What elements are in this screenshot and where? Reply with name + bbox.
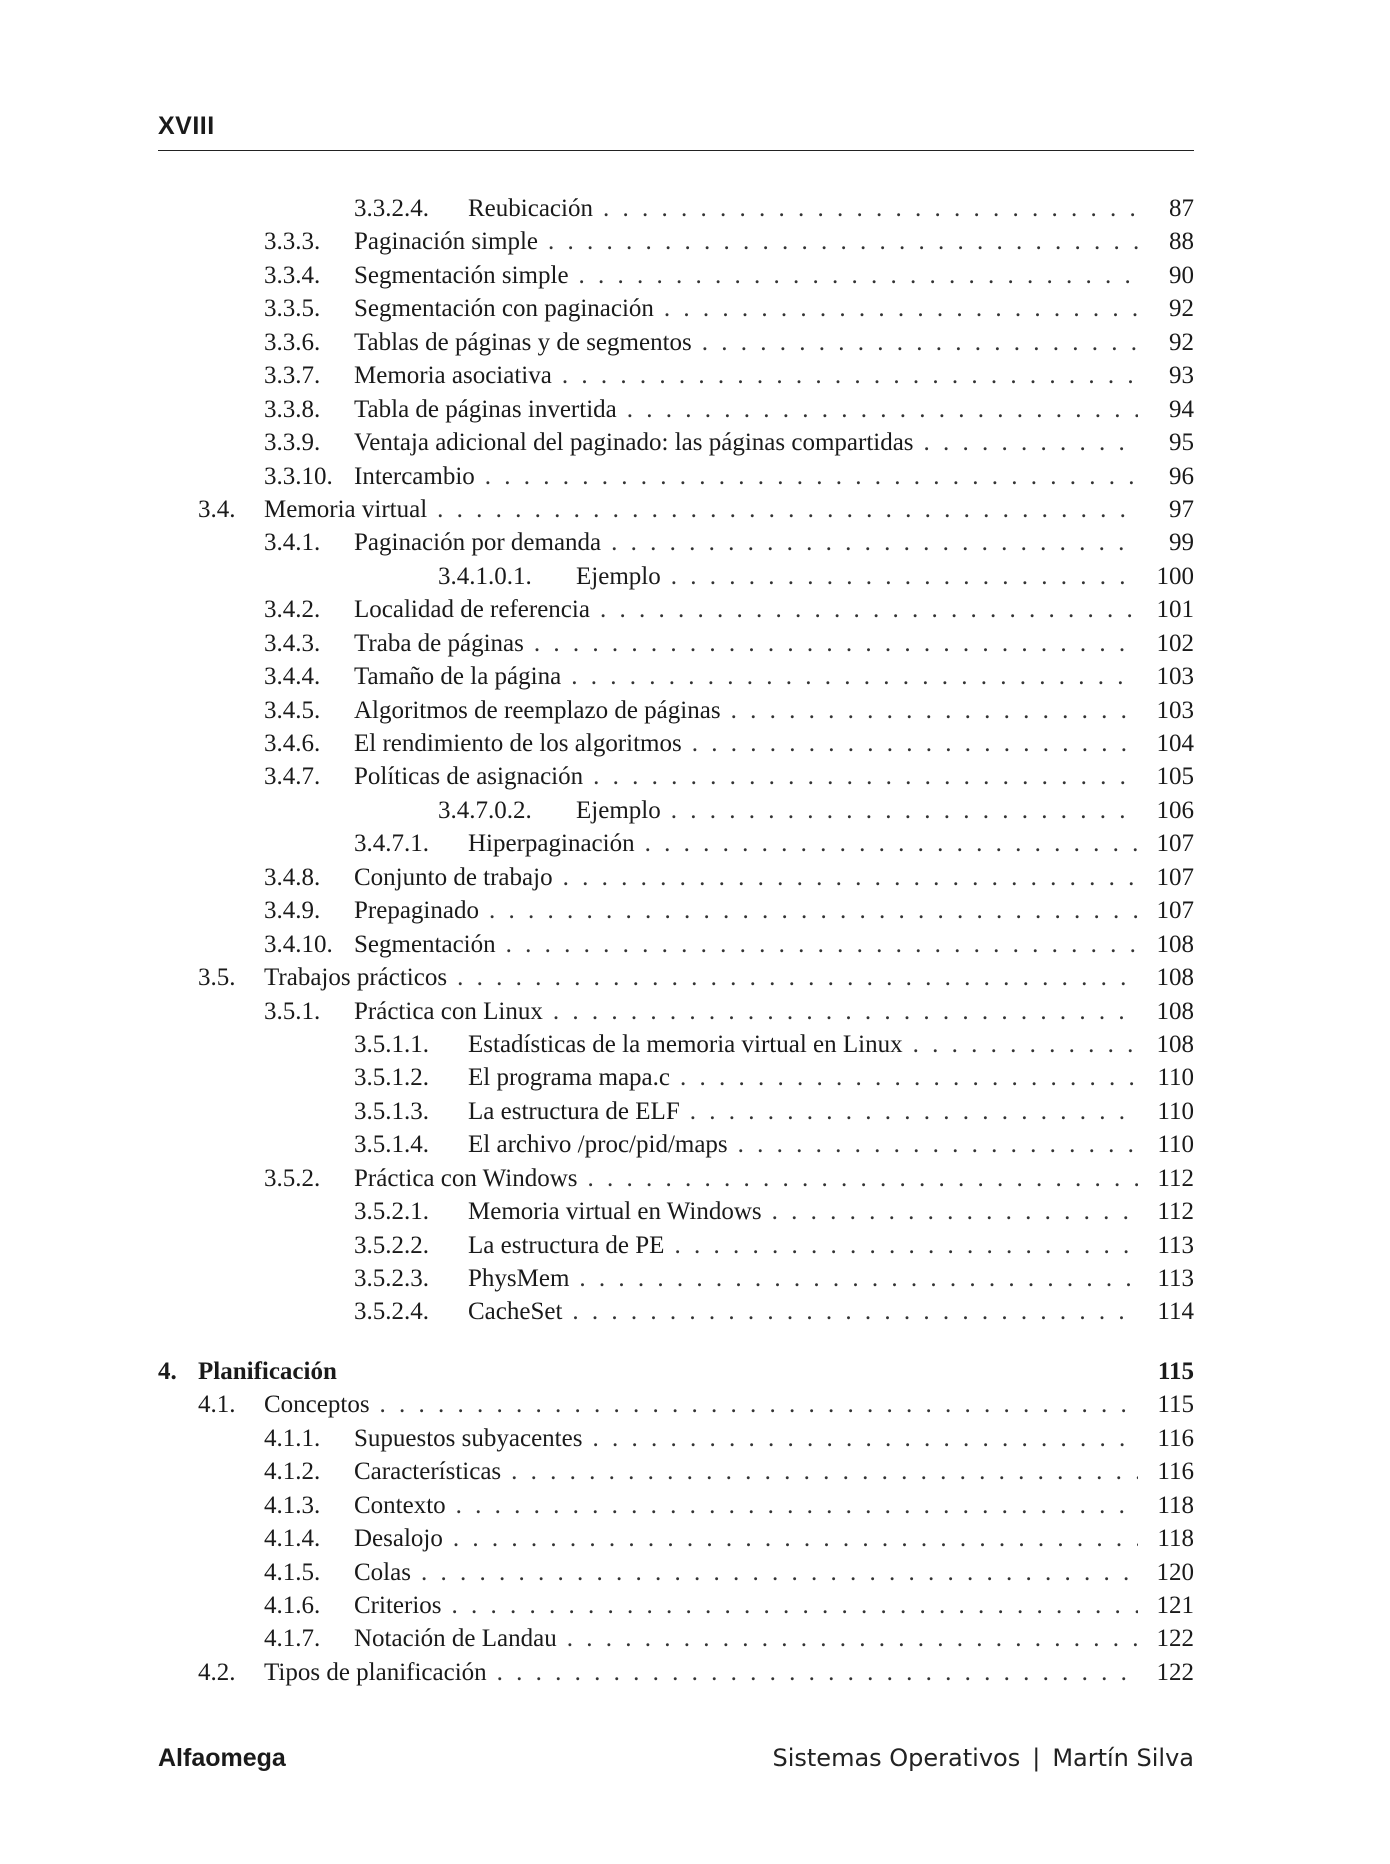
toc-entry-title: Ejemplo (576, 796, 661, 824)
toc-entry-row (158, 1489, 1194, 1522)
toc-leader-dots (924, 426, 1138, 459)
toc-leader-dots (913, 1028, 1138, 1061)
toc-leader-dots (489, 894, 1138, 927)
toc-leader-dots (600, 593, 1138, 626)
toc-entry-page: 108 (1156, 964, 1194, 992)
toc-entry-page: 100 (1156, 562, 1194, 590)
toc-entry-page: 115 (1157, 1391, 1194, 1419)
toc-entry-title: Tamaño de la página (354, 663, 562, 691)
toc-entry-page: 92 (1169, 295, 1194, 323)
toc-entry-number: 4.1.4. (264, 1525, 321, 1553)
toc-leader-dots (671, 794, 1138, 827)
toc-entry-title: La estructura de ELF (468, 1097, 680, 1125)
toc-entry-row (158, 393, 1194, 426)
toc-entry-number: 4.1.6. (264, 1591, 321, 1619)
toc-entry-title: Ejemplo (576, 562, 661, 590)
toc-leader-dots (592, 1422, 1138, 1455)
toc-entry-line (354, 292, 1194, 325)
toc-entry-page: 103 (1156, 696, 1194, 724)
toc-entry-row (158, 225, 1194, 258)
toc-leader-dots (534, 627, 1138, 660)
toc-entry-page: 110 (1157, 1131, 1194, 1159)
toc-entry-line (354, 627, 1194, 660)
toc-leader-dots (497, 1656, 1138, 1689)
toc-leader-dots (485, 460, 1138, 493)
toc-entry-number: 3.4.3. (264, 629, 321, 657)
toc-entry-line (468, 1195, 1194, 1228)
toc-leader-dots (702, 326, 1138, 359)
toc-entry-line (264, 1656, 1194, 1689)
toc-entry-line (354, 694, 1194, 727)
toc-entry-title: Intercambio (354, 462, 475, 490)
toc-entry-line (468, 1028, 1194, 1061)
toc-entry-row (158, 526, 1194, 559)
table-of-contents (158, 192, 1194, 1689)
toc-entry-page: 112 (1157, 1198, 1194, 1226)
toc-entry-number: 3.3.5. (264, 295, 321, 323)
toc-entry-page: 104 (1156, 730, 1194, 757)
toc-entry-line (468, 1262, 1194, 1295)
toc-entry-title: Práctica con Windows (354, 1164, 578, 1192)
toc-entry-number: 3.5. (198, 964, 236, 992)
toc-entry-title: Ventaja adicional del paginado: las páginas compartidas (354, 429, 914, 457)
toc-entry-row (158, 493, 1194, 526)
toc-entry-line (354, 1422, 1194, 1455)
toc-leader-dots (571, 660, 1138, 693)
toc-entry-title: Tipos de planificación (264, 1658, 487, 1686)
toc-entry-number: 3.3.10. (264, 462, 333, 490)
toc-entry-number: 3.4.2. (264, 596, 321, 624)
toc-entry-page: 114 (1157, 1298, 1194, 1326)
toc-entry-page: 94 (1169, 395, 1194, 423)
toc-entry-number: 3.4. (198, 495, 236, 523)
toc-entry-number: 4.1.1. (264, 1424, 321, 1452)
toc-entry-number: 4.1.3. (264, 1491, 321, 1519)
toc-entry-title: Segmentación simple (354, 261, 569, 289)
toc-entry-title: Colas (354, 1558, 411, 1586)
toc-entry-number: 4.1.7. (264, 1625, 321, 1653)
toc-entry-row (158, 292, 1194, 325)
toc-entry-row (158, 259, 1194, 292)
toc-leader-dots (664, 292, 1138, 325)
toc-entry-number: 3.3.9. (264, 429, 321, 457)
toc-entry-row (158, 1556, 1194, 1589)
toc-entry-row (158, 1028, 1194, 1061)
toc-entry-page: 95 (1169, 429, 1194, 457)
toc-entry-row (158, 1656, 1194, 1689)
toc-entry-page: 101 (1156, 596, 1194, 624)
toc-entry-line (264, 493, 1194, 526)
toc-entry-title: Segmentación con paginación (354, 295, 654, 323)
toc-entry-page: 122 (1156, 1625, 1194, 1653)
toc-entry-page: 120 (1156, 1558, 1194, 1586)
toc-entry-title: Reubicación (468, 195, 593, 222)
toc-entry-title: Algoritmos de reemplazo de páginas (354, 696, 721, 724)
toc-entry-title: Características (354, 1458, 502, 1486)
toc-entry-row (158, 1128, 1194, 1161)
toc-entry-line (354, 727, 1194, 760)
toc-entry-number: 4. (158, 1357, 177, 1385)
toc-entry-page: 113 (1157, 1265, 1194, 1292)
toc-entry-row (158, 760, 1194, 793)
toc-entry-number: 3.5.2.3. (354, 1265, 429, 1292)
toc-entry-page: 118 (1157, 1491, 1194, 1519)
toc-entry-title: El programa mapa.c (468, 1064, 670, 1092)
toc-entry-line (354, 1162, 1194, 1195)
toc-entry-title: Trabajos prácticos (264, 964, 448, 992)
toc-leader-dots (671, 560, 1138, 593)
toc-entry-row (158, 1295, 1194, 1328)
toc-leader-dots (731, 694, 1138, 727)
footer-separator: | (1032, 1744, 1041, 1772)
toc-entry-title: Supuestos subyacentes (354, 1424, 583, 1452)
toc-leader-dots (380, 1388, 1138, 1421)
toc-entry-number: 3.4.7.0.2. (438, 796, 532, 824)
toc-entry-row (158, 192, 1194, 225)
footer-publisher: Alfaomega (158, 1744, 286, 1772)
toc-entry-number: 3.3.7. (264, 362, 321, 390)
toc-leader-dots (347, 1355, 1138, 1388)
toc-entry-number: 3.3.6. (264, 328, 321, 356)
toc-entry-page: 116 (1157, 1424, 1194, 1452)
toc-entry-page: 122 (1156, 1658, 1194, 1686)
toc-entry-row (158, 1455, 1194, 1488)
toc-entry-title: Memoria virtual (264, 495, 428, 523)
toc-entry-line (468, 1295, 1194, 1328)
toc-entry-row (158, 961, 1194, 994)
toc-entry-title: Desalojo (354, 1525, 443, 1553)
toc-entry-page: 110 (1157, 1097, 1194, 1125)
toc-entry-line (264, 1388, 1194, 1421)
toc-entry-page: 99 (1169, 529, 1194, 557)
toc-entry-page: 115 (1157, 1357, 1194, 1385)
toc-entry-page: 103 (1156, 663, 1194, 691)
toc-entry-number: 4.1. (198, 1391, 236, 1419)
toc-entry-number: 3.5.1.4. (354, 1131, 429, 1159)
toc-entry-number: 3.5.2. (264, 1164, 321, 1192)
toc-entry-number: 3.4.6. (264, 730, 321, 757)
toc-entry-title: Paginación simple (354, 228, 538, 256)
toc-leader-dots (738, 1128, 1138, 1161)
toc-entry-line (468, 1229, 1194, 1262)
toc-entry-row (158, 1622, 1194, 1655)
toc-entry-line (198, 1355, 1194, 1388)
toc-entry-number: 3.4.7.1. (354, 830, 429, 858)
toc-entry-line (354, 1489, 1194, 1522)
toc-entry-number: 4.1.5. (264, 1558, 321, 1586)
toc-leader-dots (457, 961, 1138, 994)
toc-entry-number: 3.3.3. (264, 228, 321, 256)
toc-entry-title: Criterios (354, 1591, 442, 1619)
toc-entry-title: Planificación (198, 1357, 337, 1385)
toc-entry-number: 3.5.2.2. (354, 1231, 429, 1259)
toc-entry-page: 116 (1157, 1458, 1194, 1486)
toc-entry-title: Tablas de páginas y de segmentos (354, 328, 692, 356)
toc-entry-page: 88 (1169, 228, 1194, 256)
toc-entry-page: 106 (1156, 796, 1194, 824)
toc-entry-number: 3.4.7. (264, 763, 321, 791)
toc-leader-dots (603, 192, 1138, 225)
toc-leader-dots (553, 995, 1138, 1028)
toc-entry-title: El archivo /proc/pid/maps (468, 1131, 728, 1159)
toc-entry-row (158, 861, 1194, 894)
toc-entry-row (158, 627, 1194, 660)
toc-leader-dots (587, 1162, 1138, 1195)
header-rule (158, 150, 1194, 151)
toc-leader-dots (453, 1522, 1138, 1555)
toc-leader-dots (645, 827, 1138, 860)
toc-entry-row (158, 1422, 1194, 1455)
toc-entry-row (158, 794, 1194, 827)
toc-entry-row (158, 1388, 1194, 1421)
toc-entry-number: 3.3.2.4. (354, 195, 429, 222)
toc-entry-row (158, 1229, 1194, 1262)
toc-entry-title: Localidad de referencia (354, 596, 590, 624)
toc-entry-title: Estadísticas de la memoria virtual en Linux (468, 1030, 903, 1058)
toc-entry-title: Notación de Landau (354, 1625, 557, 1653)
toc-entry-line (354, 359, 1194, 392)
toc-entry-page: 108 (1156, 1030, 1194, 1058)
toc-entry-title: Prepaginado (354, 897, 479, 925)
toc-leader-dots (772, 1195, 1138, 1228)
toc-entry-number: 4.2. (198, 1658, 236, 1686)
toc-leader-dots (579, 259, 1138, 292)
toc-entry-row (158, 1589, 1194, 1622)
toc-entry-title: El rendimiento de los algoritmos (354, 730, 682, 757)
toc-leader-dots (680, 1061, 1138, 1094)
toc-entry-line (354, 426, 1194, 459)
toc-entry-line (468, 1128, 1194, 1161)
toc-entry-page: 107 (1156, 897, 1194, 925)
toc-entry-title: Memoria virtual en Windows (468, 1198, 762, 1226)
toc-entry-line (264, 961, 1194, 994)
toc-leader-dots (511, 1455, 1138, 1488)
toc-entry-page: 96 (1169, 462, 1194, 490)
toc-entry-row (158, 1061, 1194, 1094)
toc-entry-page: 112 (1157, 1164, 1194, 1192)
toc-entry-title: Hiperpaginación (468, 830, 635, 858)
toc-entry-row (158, 894, 1194, 927)
toc-entry-row (158, 694, 1194, 727)
toc-entry-page: 93 (1169, 362, 1194, 390)
toc-leader-dots (506, 928, 1138, 961)
toc-leader-dots (452, 1589, 1139, 1622)
footer-book-title: Sistemas Operativos (772, 1744, 1021, 1772)
toc-entry-line (354, 593, 1194, 626)
toc-entry-row (158, 1095, 1194, 1128)
toc-leader-dots (579, 1262, 1138, 1295)
toc-entry-number: 3.4.10. (264, 930, 333, 958)
toc-entry-row (158, 727, 1194, 760)
toc-entry-row (158, 593, 1194, 626)
toc-leader-dots (421, 1556, 1138, 1589)
toc-entry-page: 118 (1157, 1525, 1194, 1553)
toc-entry-line (354, 1522, 1194, 1555)
toc-entry-page: 110 (1157, 1064, 1194, 1092)
toc-entry-title: Políticas de asignación (354, 763, 584, 791)
toc-entry-number: 3.4.4. (264, 663, 321, 691)
toc-leader-dots (674, 1229, 1138, 1262)
toc-entry-line (354, 526, 1194, 559)
toc-entry-title: Traba de páginas (354, 629, 524, 657)
toc-entry-line (354, 995, 1194, 1028)
toc-entry-number: 3.5.1.1. (354, 1030, 429, 1058)
toc-entry-number: 3.4.9. (264, 897, 321, 925)
toc-entry-page: 107 (1156, 830, 1194, 858)
toc-entry-line (354, 393, 1194, 426)
toc-entry-row (158, 660, 1194, 693)
toc-leader-dots (456, 1489, 1138, 1522)
toc-leader-dots (437, 493, 1138, 526)
toc-entry-number: 3.3.8. (264, 395, 321, 423)
toc-entry-title: Conjunto de trabajo (354, 863, 553, 891)
toc-leader-dots (593, 760, 1138, 793)
toc-entry-line (354, 760, 1194, 793)
toc-entry-row (158, 928, 1194, 961)
toc-entry-title: La estructura de PE (468, 1231, 665, 1259)
toc-entry-line (576, 794, 1194, 827)
toc-entry-line (354, 326, 1194, 359)
toc-entry-number: 3.5.2.1. (354, 1198, 429, 1226)
toc-entry-row (158, 827, 1194, 860)
toc-entry-title: PhysMem (468, 1265, 570, 1292)
toc-entry-number: 3.5.2.4. (354, 1298, 429, 1326)
toc-leader-dots (611, 526, 1138, 559)
page-number: XVIII (158, 112, 215, 140)
toc-entry-title: Contexto (354, 1491, 446, 1519)
toc-entry-line (354, 1589, 1194, 1622)
toc-entry-line (354, 894, 1194, 927)
toc-entry-page: 92 (1169, 328, 1194, 356)
toc-leader-dots (627, 393, 1138, 426)
toc-entry-line (354, 259, 1194, 292)
toc-entry-line (468, 192, 1194, 225)
toc-entry-row (158, 560, 1194, 593)
toc-leader-dots (563, 861, 1138, 894)
toc-entry-number: 3.3.4. (264, 261, 321, 289)
toc-entry-number: 3.4.1. (264, 529, 321, 557)
toc-entry-row (158, 1195, 1194, 1228)
toc-entry-line (354, 928, 1194, 961)
toc-entry-number: 3.4.8. (264, 863, 321, 891)
toc-entry-page: 97 (1169, 495, 1194, 523)
toc-entry-row (158, 1162, 1194, 1195)
toc-entry-page: 90 (1169, 261, 1194, 289)
toc-entry-row (158, 1522, 1194, 1555)
toc-entry-row (158, 460, 1194, 493)
toc-entry-number: 3.4.5. (264, 696, 321, 724)
toc-entry-number: 4.1.2. (264, 1458, 321, 1486)
toc-entry-line (468, 1061, 1194, 1094)
toc-entry-row (158, 426, 1194, 459)
toc-entry-line (354, 1455, 1194, 1488)
toc-entry-page: 87 (1169, 195, 1194, 222)
toc-entry-line (354, 1622, 1194, 1655)
toc-entry-line (354, 1556, 1194, 1589)
toc-entry-line (354, 225, 1194, 258)
toc-entry-title: CacheSet (468, 1298, 563, 1326)
toc-entry-title: Memoria asociativa (354, 362, 552, 390)
toc-leader-dots (548, 225, 1138, 258)
toc-leader-dots (562, 359, 1138, 392)
toc-chapter-row (158, 1355, 1194, 1388)
footer-book-info (772, 1744, 1194, 1772)
toc-entry-page: 107 (1156, 863, 1194, 891)
toc-entry-number: 3.5.1.3. (354, 1097, 429, 1125)
toc-entry-page: 108 (1156, 997, 1194, 1025)
toc-entry-page: 102 (1156, 629, 1194, 657)
toc-entry-page: 105 (1156, 763, 1194, 791)
toc-entry-row (158, 326, 1194, 359)
footer-author: Martín Silva (1052, 1744, 1194, 1772)
toc-entry-title: Paginación por demanda (354, 529, 602, 557)
toc-entry-number: 3.5.1.2. (354, 1064, 429, 1092)
toc-entry-row (158, 1262, 1194, 1295)
toc-leader-dots (692, 727, 1138, 760)
toc-leader-dots (690, 1095, 1138, 1128)
toc-entry-line (468, 827, 1194, 860)
toc-entry-row (158, 995, 1194, 1028)
toc-entry-page: 113 (1157, 1231, 1194, 1259)
toc-entry-row (158, 359, 1194, 392)
toc-entry-page: 108 (1156, 930, 1194, 958)
toc-entry-title: Segmentación (354, 930, 496, 958)
toc-entry-number: 3.4.1.0.1. (438, 562, 532, 590)
toc-entry-title: Conceptos (264, 1391, 370, 1419)
toc-leader-dots (567, 1622, 1138, 1655)
toc-leader-dots (572, 1295, 1138, 1328)
toc-entry-number: 3.5.1. (264, 997, 321, 1025)
toc-entry-line (354, 861, 1194, 894)
toc-entry-line (354, 460, 1194, 493)
toc-entry-line (468, 1095, 1194, 1128)
toc-entry-line (354, 660, 1194, 693)
toc-entry-title: Tabla de páginas invertida (354, 395, 617, 423)
toc-entry-page: 121 (1156, 1591, 1194, 1619)
toc-entry-line (576, 560, 1194, 593)
toc-entry-title: Práctica con Linux (354, 997, 543, 1025)
